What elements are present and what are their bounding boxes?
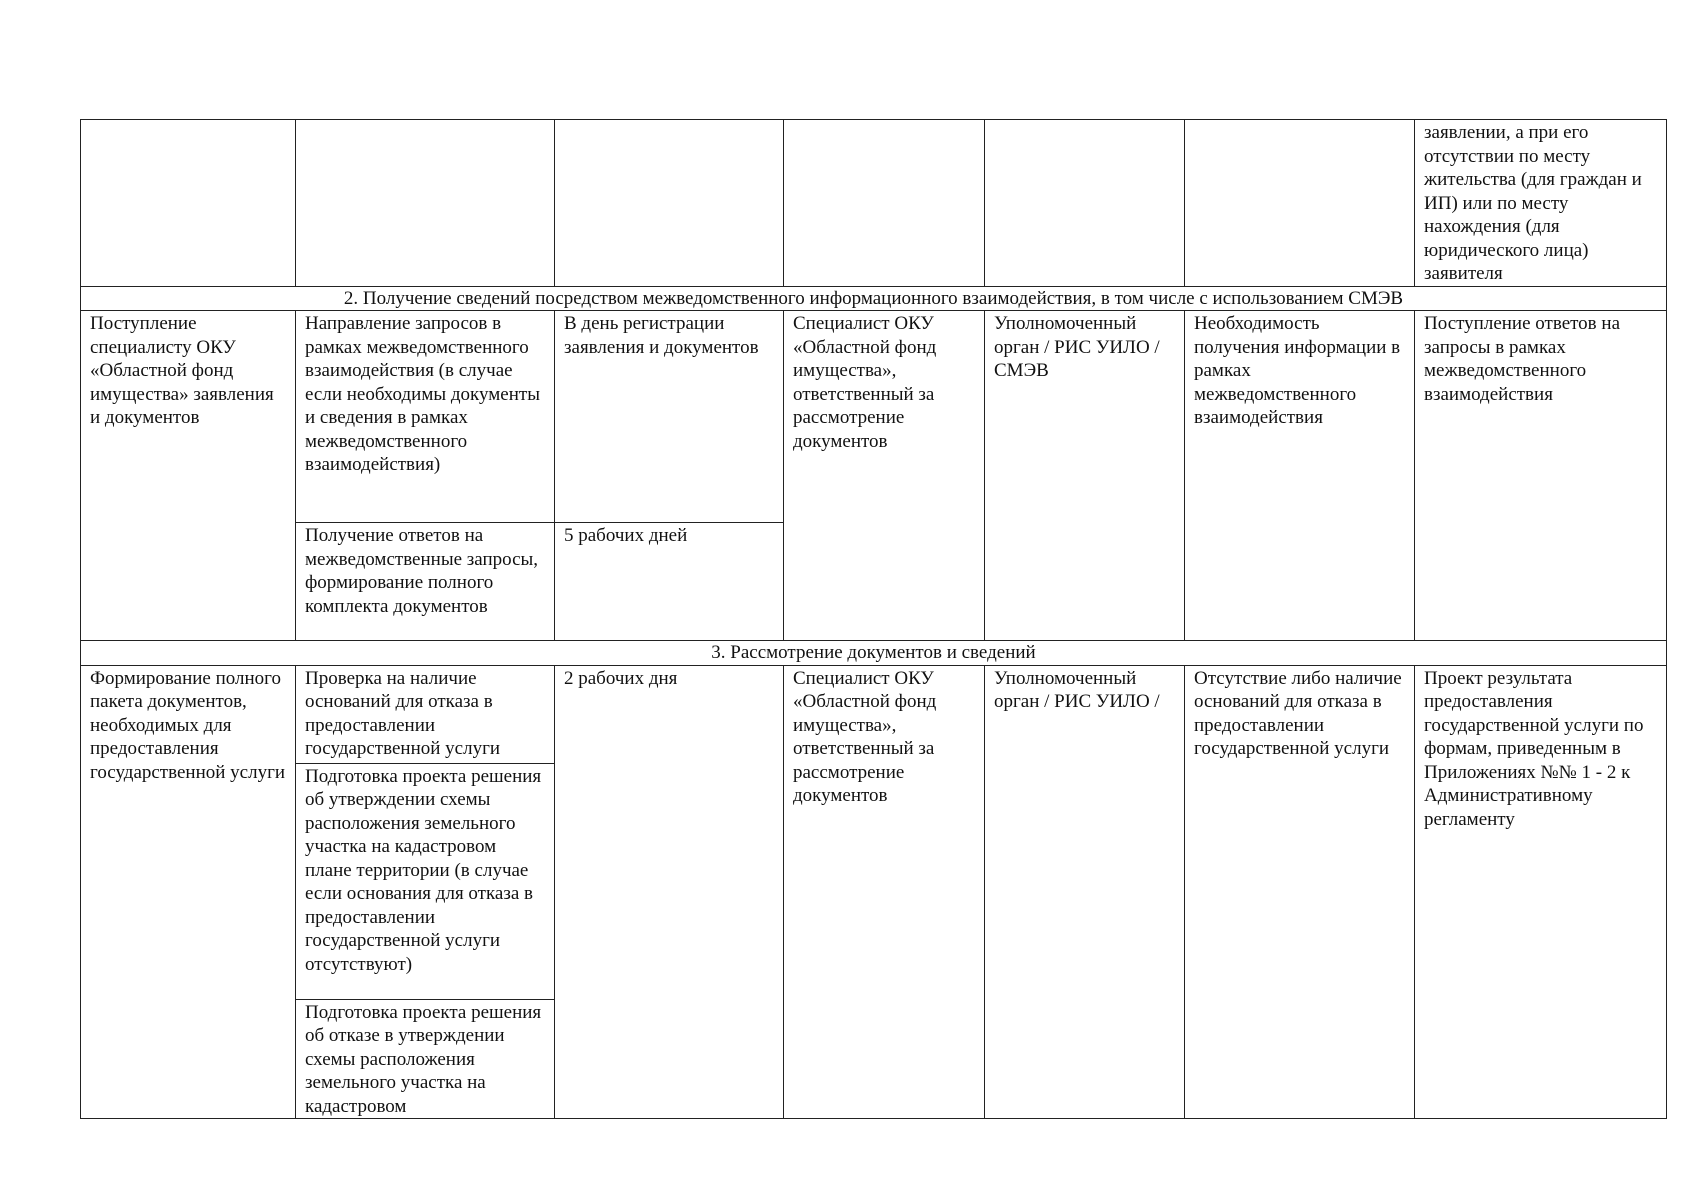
result-text: Проект результата предоставления государственной услуги по формам, приведенным в Приложениях №№ 1 - 2 к Административному регламенту bbox=[1424, 667, 1644, 830]
term-text: В день регистрации заявления и документов bbox=[564, 313, 759, 358]
place-text: Уполномоченный орган / РИС УИЛО / СМЭВ bbox=[994, 313, 1160, 381]
table-row bbox=[81, 120, 1667, 287]
criteria-text: Необходимость получения информации в рамках межведомственного взаимодействия bbox=[1194, 313, 1401, 428]
section-title: 3. Рассмотрение документов и сведений bbox=[81, 641, 1667, 666]
criteria-text: Отсутствие либо наличие оснований для отказа в предоставлении государственной услуги bbox=[1194, 667, 1402, 759]
procedure-table bbox=[80, 119, 1667, 1119]
table-row bbox=[81, 665, 1667, 763]
result-text: Поступление ответов на запросы в рамках межведомственного взаимодействия bbox=[1424, 313, 1621, 405]
place-cell bbox=[985, 311, 1185, 641]
section-header-row bbox=[81, 286, 1667, 311]
table-cell bbox=[1185, 120, 1415, 287]
result-cell bbox=[1415, 665, 1667, 1119]
action-text: Получение ответов на межведомственные запросы, формирование полного комплекта документов bbox=[305, 525, 539, 617]
basis-cell bbox=[81, 665, 296, 1119]
action-text: Направление запросов в рамках межведомственного взаимодействия (в случае если необходимы документы и сведения в рамках межведомственного взаимодействия) bbox=[305, 313, 540, 475]
table-cell bbox=[81, 120, 296, 287]
responsible-text: Специалист ОКУ «Областной фонд имущества», ответственный за рассмотрение документов bbox=[793, 313, 937, 452]
action-cell bbox=[296, 763, 555, 999]
action-text: Подготовка проекта решения об отказе в утверждении схемы расположения земельного участка на кадастровом bbox=[305, 1001, 542, 1117]
action-text: Подготовка проекта решения об утверждении схемы расположения земельного участка на кадастровом плане территории (в случае если основания для отказа в предоставлении государственной услуги отсутствуют) bbox=[305, 765, 542, 975]
basis-text: Поступление специалисту ОКУ «Областной фонд имущества» заявления и документов bbox=[90, 313, 274, 428]
action-cell bbox=[296, 311, 555, 523]
table-cell bbox=[985, 120, 1185, 287]
responsible-cell bbox=[784, 665, 985, 1119]
result-text: заявлении, а при его отсутствии по месту жительства (для граждан и ИП) или по месту нахождения (для юридического лица) заявителя bbox=[1424, 122, 1642, 284]
table-cell bbox=[555, 120, 784, 287]
action-cell bbox=[296, 665, 555, 763]
table-row bbox=[81, 311, 1667, 523]
result-cell bbox=[1415, 311, 1667, 641]
table-cell bbox=[784, 120, 985, 287]
table-cell bbox=[296, 120, 555, 287]
place-text: Уполномоченный орган / РИС УИЛО / bbox=[994, 667, 1160, 712]
result-cell bbox=[1415, 120, 1667, 287]
responsible-cell bbox=[784, 311, 985, 641]
term-cell bbox=[555, 311, 784, 523]
responsible-text: Специалист ОКУ «Областной фонд имущества», ответственный за рассмотрение документов bbox=[793, 667, 937, 806]
term-text: 2 рабочих дня bbox=[564, 667, 678, 689]
section-header-row bbox=[81, 641, 1667, 666]
basis-text: Формирование полного пакета документов, необходимых для предоставления государственной услуги bbox=[90, 667, 286, 783]
action-text: Проверка на наличие оснований для отказа в предоставлении государственной услуги bbox=[305, 667, 501, 759]
term-text: 5 рабочих дней bbox=[564, 525, 688, 546]
criteria-cell bbox=[1185, 665, 1415, 1119]
term-cell bbox=[555, 665, 784, 1119]
action-cell bbox=[296, 523, 555, 641]
section-title: 2. Получение сведений посредством межведомственного информационного взаимодействия, в том числе с использованием СМЭВ bbox=[81, 286, 1667, 311]
criteria-cell bbox=[1185, 311, 1415, 641]
action-cell bbox=[296, 999, 555, 1119]
term-cell bbox=[555, 523, 784, 641]
basis-cell bbox=[81, 311, 296, 641]
place-cell bbox=[985, 665, 1185, 1119]
